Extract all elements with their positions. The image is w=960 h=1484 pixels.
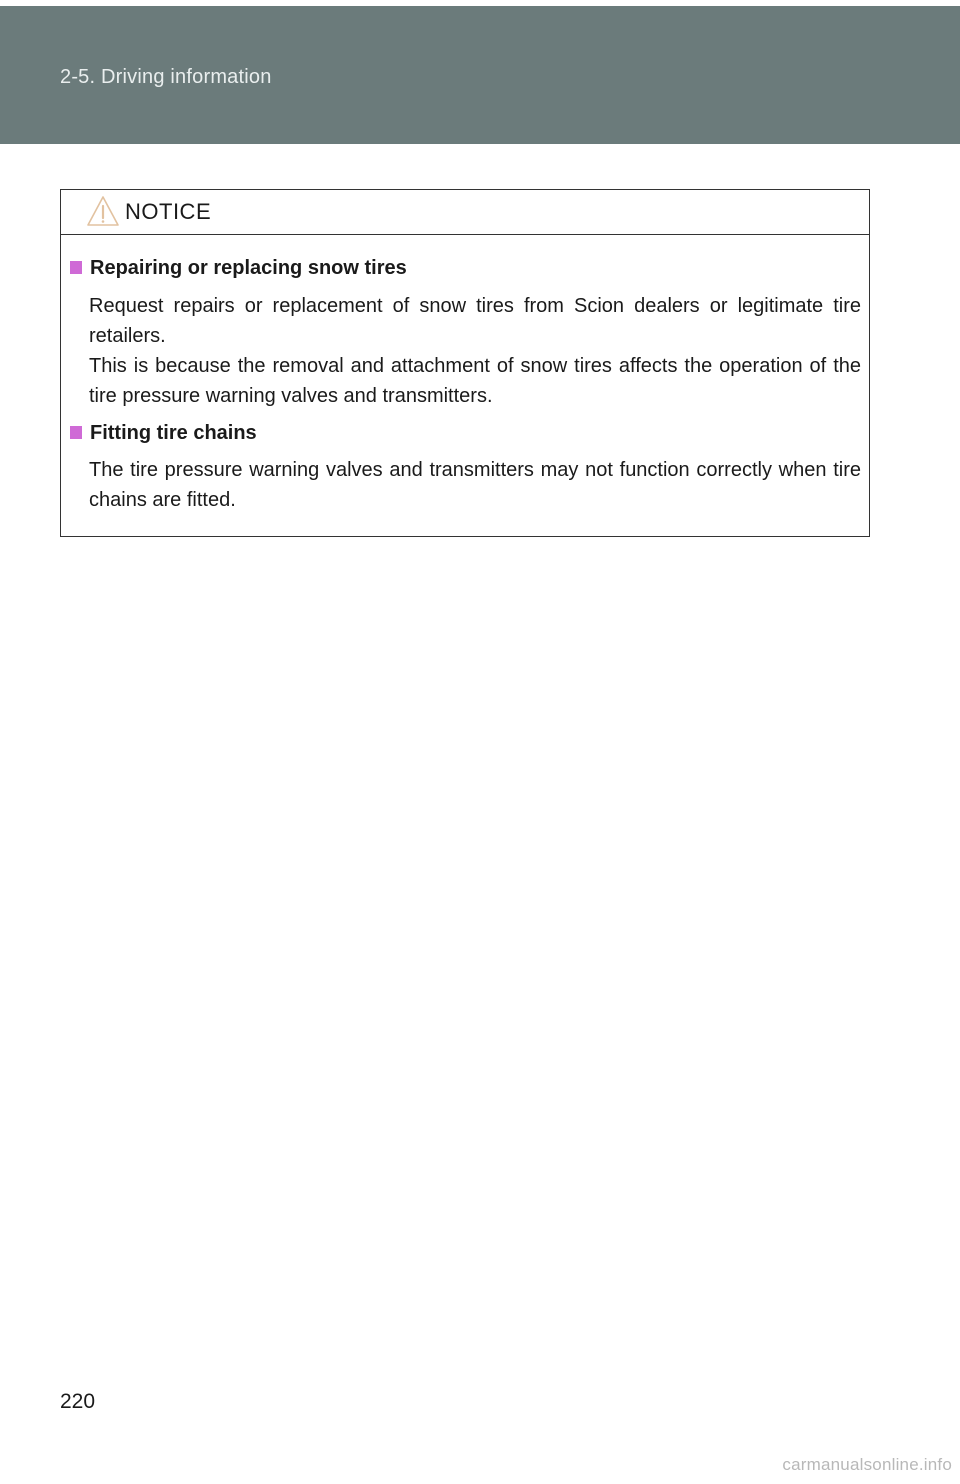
watermark: carmanualsonline.info [782, 1455, 952, 1474]
item-heading-text: Fitting tire chains [90, 422, 257, 444]
item-paragraph: The tire pressure warning valves and transmitters may not function correctly when tire chains are fitted. [89, 459, 861, 511]
item-paragraph: This is because the removal and attachment of snow tires affects the operation of the tire pressure warning valves and transmitters. [89, 355, 861, 407]
notice-header [61, 190, 869, 235]
item-heading-tire-chains [70, 422, 257, 445]
notice-box [60, 189, 870, 537]
item-heading-snow-tires [70, 257, 407, 280]
warning-triangle-icon [86, 195, 120, 227]
item-heading-text: Repairing or replacing snow tires [90, 257, 407, 279]
page-number: 220 [60, 1390, 96, 1413]
notice-label: NOTICE [125, 199, 212, 224]
item-paragraph: Request repairs or replacement of snow tires from Scion dealers or legitimate tire retailers. [89, 295, 861, 347]
bullet-square-icon [70, 426, 82, 439]
bullet-square-icon [70, 261, 82, 274]
section-title: 2-5. Driving information [60, 66, 272, 88]
header-band [0, 6, 960, 144]
